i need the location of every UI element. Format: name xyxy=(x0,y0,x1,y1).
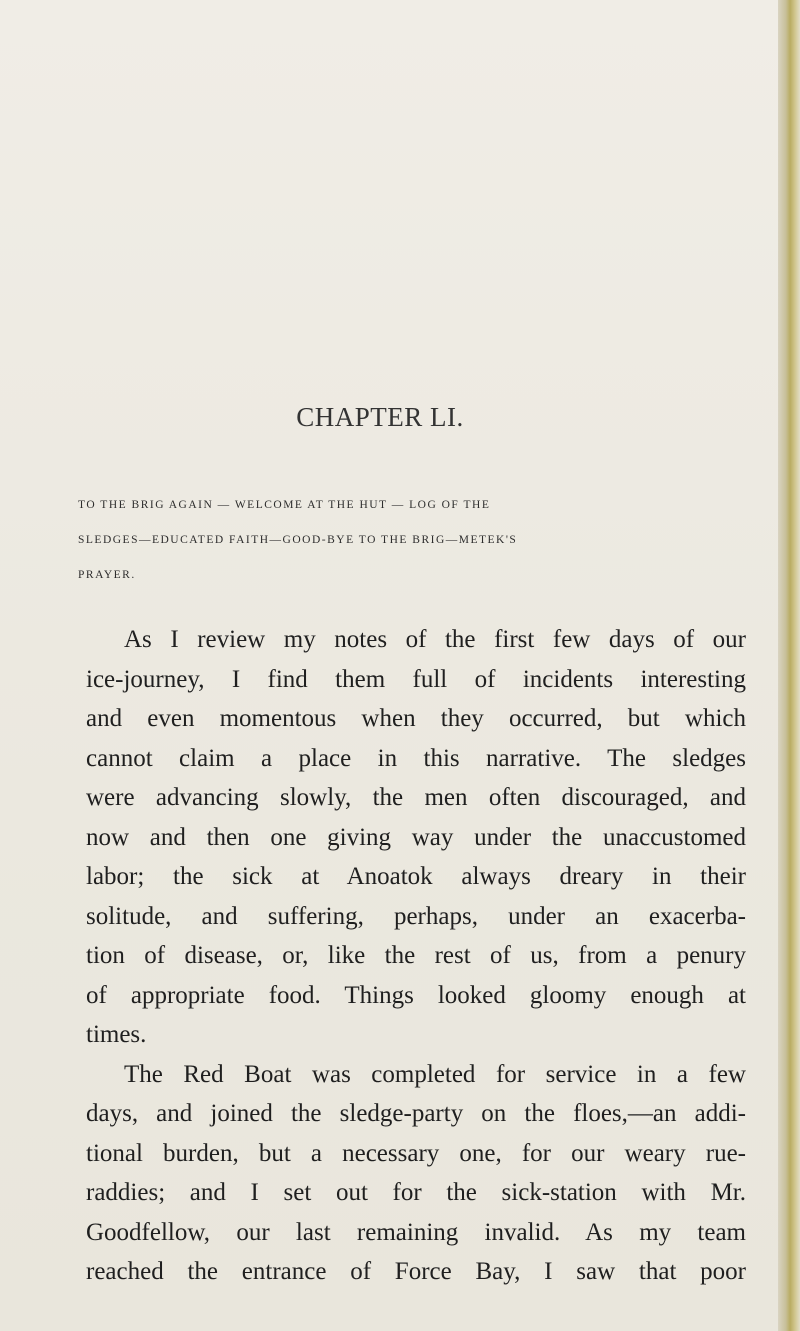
text-line: of appropriate food. Things looked gloomy enough at xyxy=(86,981,746,1009)
summary-line: PRAYER. xyxy=(78,569,136,581)
text-line: tional burden, but a necessary one, for our weary rue- xyxy=(86,1139,746,1167)
text-line: times. xyxy=(86,1021,147,1048)
text-line: were advancing slowly, the men often discouraged, and xyxy=(86,784,746,811)
summary-line: TO THE BRIG AGAIN — WELCOME AT THE HUT — LOG OF THE xyxy=(78,499,491,511)
text-line: cannot claim a place in this narrative. The sledges xyxy=(86,744,746,772)
chapter-summary xyxy=(78,488,742,593)
text-line: ice-journey, I find them full of incidents interesting xyxy=(86,665,746,693)
text-line: The Red Boat was completed for service in a few xyxy=(124,1060,746,1088)
text-line: Goodfellow, our last remaining invalid. As my team xyxy=(86,1218,746,1246)
text-line: reached the entrance of Force Bay, I saw that poor xyxy=(86,1258,746,1285)
body-text xyxy=(86,620,746,1292)
text-line: raddies; and I set out for the sick-station with Mr. xyxy=(86,1179,746,1206)
text-line: now and then one giving way under the unaccustomed xyxy=(86,823,746,851)
text-line: tion of disease, or, like the rest of us, from a penury xyxy=(86,942,746,969)
paragraph-2 xyxy=(86,1055,746,1292)
summary-line: SLEDGES—EDUCATED FAITH—GOOD-BYE TO THE BRIG—METEK'S xyxy=(78,534,518,546)
text-line: and even momentous when they occurred, but which xyxy=(86,705,746,732)
text-line: labor; the sick at Anoatok always dreary in their xyxy=(86,863,746,890)
page-edge xyxy=(778,0,800,1331)
paragraph-1 xyxy=(86,620,746,1055)
text-line: solitude, and suffering, perhaps, under an exacerba- xyxy=(86,902,746,930)
text-line: days, and joined the sledge-party on the floes,—an addi- xyxy=(86,1100,746,1127)
chapter-title: CHAPTER LI. xyxy=(296,402,464,432)
text-line: As I review my notes of the first few days of our xyxy=(124,626,746,653)
